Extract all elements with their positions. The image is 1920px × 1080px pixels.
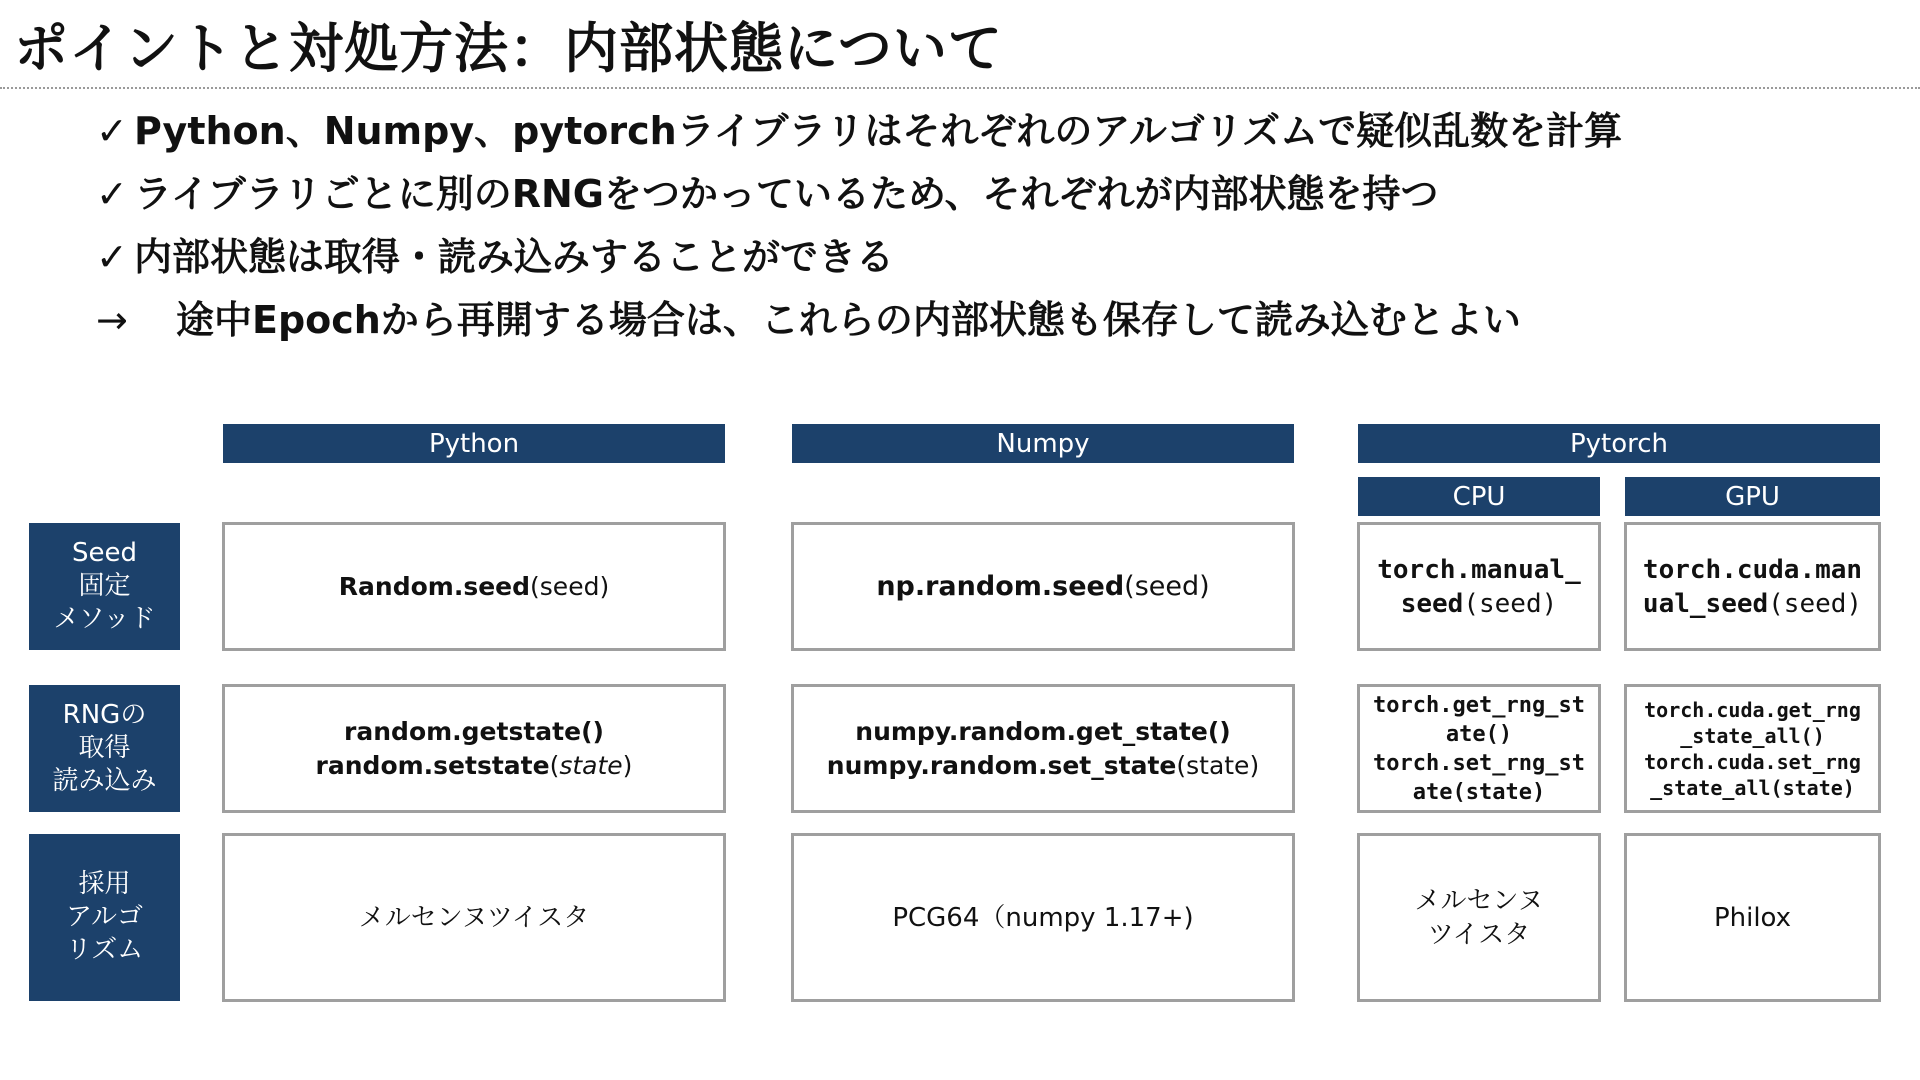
cell-algo-numpy (791, 833, 1295, 1002)
method-line: _state_all() (1680, 723, 1825, 748)
bullet-item (96, 226, 1622, 289)
algorithm-name: メルセンヌツイスタ (358, 902, 590, 933)
column-header-numpy: Numpy (792, 424, 1294, 463)
check-icon: ✓ (96, 109, 128, 153)
method-line: torch.cuda.man (1642, 554, 1863, 585)
method-arg: (seed) (1124, 570, 1210, 602)
cell-algo-python (222, 833, 726, 1002)
cell-seed-cpu (1357, 522, 1601, 651)
cell-seed-gpu (1624, 522, 1881, 651)
method-name: random.setstate (315, 750, 550, 780)
cell-rng-gpu (1624, 684, 1881, 813)
cell-rng-cpu (1357, 684, 1601, 813)
title-divider (0, 87, 1920, 89)
method-line: torch.get_rng_st (1373, 692, 1585, 718)
check-icon: ✓ (96, 235, 128, 279)
bullet-item (96, 163, 1622, 226)
method-arg: (seed) (1463, 588, 1558, 619)
cell-seed-python (222, 522, 726, 651)
column-header-pytorch: Pytorch (1358, 424, 1880, 463)
method-arg: (seed) (530, 571, 610, 601)
method-line: _state_all(state) (1650, 775, 1855, 800)
row-header-seed: Seed 固定 メソッド (29, 523, 180, 650)
method-line: torch.cuda.set_rng (1644, 749, 1861, 774)
cell-algo-gpu (1624, 833, 1881, 1002)
bullet-list (96, 100, 1622, 352)
method-arg: (state) (1176, 750, 1260, 780)
cell-seed-numpy (791, 522, 1295, 651)
method-line: ate(state) (1412, 779, 1546, 805)
slide-title: ポイントと対処方法：内部状態について (14, 17, 1003, 80)
cell-algo-cpu (1357, 833, 1601, 1002)
column-header-cpu: CPU (1358, 477, 1600, 516)
method-name: ual_seed (1642, 588, 1769, 619)
cell-rng-numpy (791, 684, 1295, 813)
check-icon: ✓ (96, 172, 128, 216)
right-arrow-icon: → (96, 298, 128, 342)
method-name: Random.seed (338, 571, 531, 601)
column-header-gpu: GPU (1625, 477, 1880, 516)
algorithm-line: メルセンヌ (1414, 885, 1544, 916)
method-line: torch.manual_ (1377, 554, 1581, 585)
method-line: numpy.random.get_state() (855, 716, 1231, 746)
method-line: ate() (1445, 721, 1513, 747)
row-header-algo: 採用 アルゴ リズム (29, 834, 180, 1001)
algorithm-name: Philox (1713, 902, 1792, 933)
method-name: np.random.seed (876, 570, 1125, 602)
paren-close: ) (622, 750, 633, 780)
method-line: torch.set_rng_st (1373, 750, 1585, 776)
algorithm-line: ツイスタ (1427, 919, 1531, 950)
method-arg: (seed) (1768, 588, 1863, 619)
bullet-text: 内部状態は取得・読み込みすることができる (134, 235, 895, 279)
row-header-rng: RNGの 取得 読み込み (29, 685, 180, 812)
bullet-text: ライブラリごとに別のRNGをつかっているため、それぞれが内部状態を持つ (134, 172, 1439, 216)
cell-rng-python (222, 684, 726, 813)
method-name: seed (1400, 588, 1464, 619)
method-line: random.getstate() (344, 716, 604, 746)
bullet-item (96, 100, 1622, 163)
method-line: torch.cuda.get_rng (1644, 697, 1861, 722)
method-name: numpy.random.set_state (826, 750, 1177, 780)
bullet-text: Python、Numpy、pytorchライブラリはそれぞれのアルゴリズムで疑似乱数を計算 (134, 109, 1623, 153)
bullet-text: 途中Epochから再開する場合は、これらの内部状態も保存して読み込むとよい (176, 298, 1521, 342)
bullet-item (96, 289, 1622, 352)
paren-open: ( (549, 750, 560, 780)
method-arg: state (559, 750, 623, 780)
algorithm-name: PCG64（numpy 1.17+) (892, 902, 1194, 933)
column-header-python: Python (223, 424, 725, 463)
